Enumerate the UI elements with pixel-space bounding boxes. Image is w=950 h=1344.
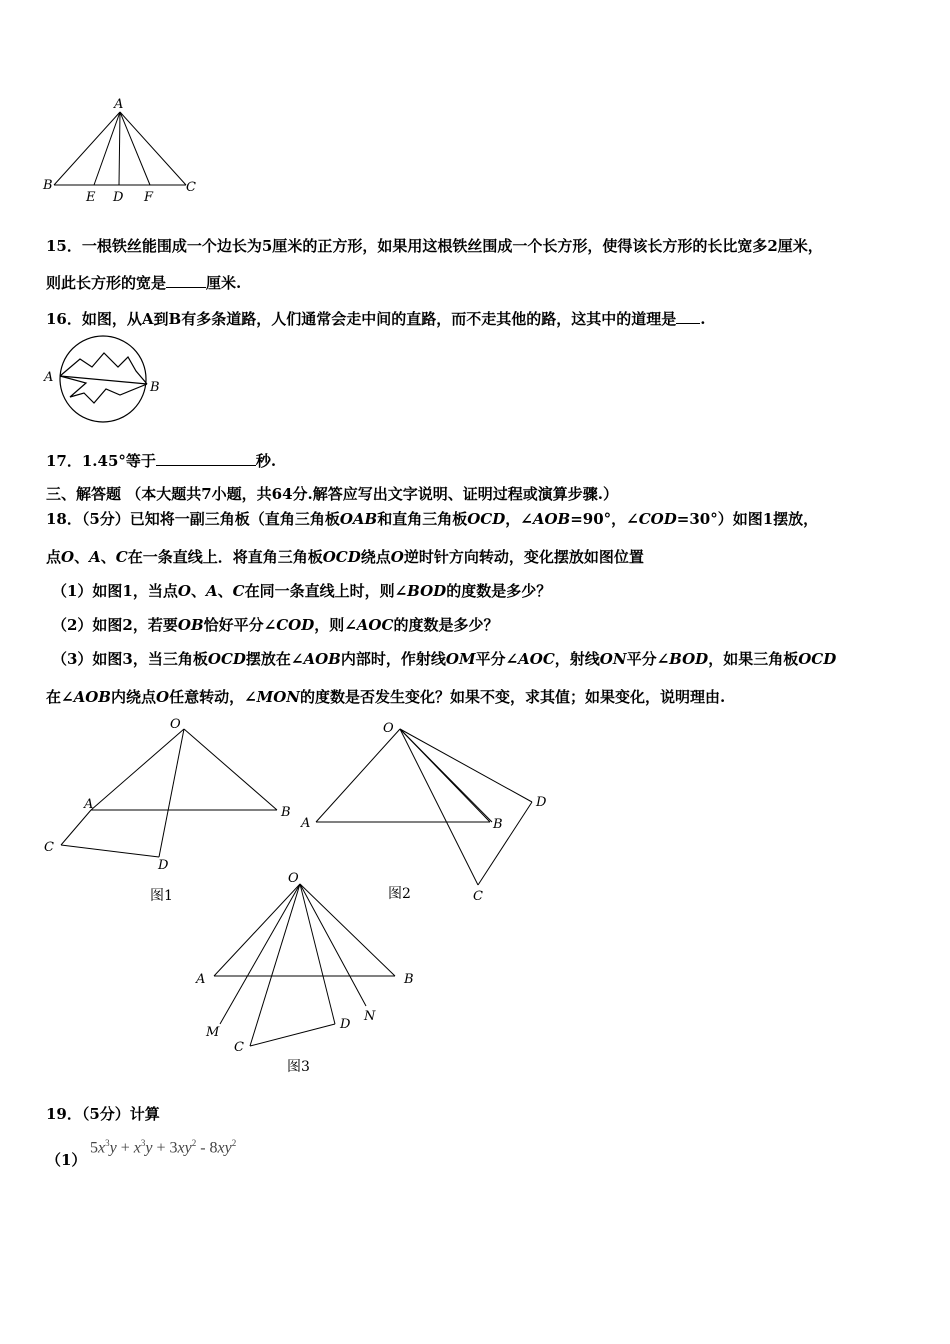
q18-p3-ocd: OCD	[207, 650, 246, 668]
q18-l1-a: 18．（5分）已知将一副三角板（直角三角板	[46, 510, 340, 528]
q18-p3-bod: BOD	[669, 650, 709, 668]
figure-q16	[40, 333, 180, 425]
q15-line1: 15．一根铁丝能围成一个边长为5厘米的正方形，如果用这根铁丝围成一个长方形，使得该长方形的长比宽多2厘米，	[46, 237, 823, 255]
f-t1-y: y	[109, 1139, 117, 1157]
q18-p3-aob: AOB	[303, 650, 341, 668]
fig2-label-O: O	[383, 721, 394, 736]
q18-p3-a: （3）如图3，当三角板	[52, 650, 208, 668]
q18-l1-d: =90°，∠	[570, 510, 639, 528]
q18-l1-ocd: OCD	[467, 510, 506, 528]
q18-l1-oab: OAB	[339, 510, 378, 528]
q18-p2-a: （2）如图2，若要	[52, 616, 178, 634]
f-t4-exp: 2	[231, 1138, 237, 1148]
q15-answer-blank[interactable]	[166, 273, 206, 288]
q18-p1-d: 在同一条直线上时，则∠	[244, 582, 408, 600]
q18-l2-b: 、	[74, 548, 90, 566]
q18-l2-av: A	[89, 548, 101, 566]
q19-formula	[90, 1138, 236, 1157]
fig14-label-D: D	[113, 190, 124, 205]
fig1-caption: 图1	[150, 888, 173, 904]
q18-p1-o: O	[177, 582, 191, 600]
f-t3-x: x	[177, 1139, 185, 1157]
fig2-label-A: A	[301, 816, 311, 831]
fig1-label-A: A	[84, 797, 94, 812]
q18-l2-e: 绕点	[360, 548, 391, 566]
fig3-label-O: O	[288, 871, 299, 886]
q18-p3-b: 摆放在∠	[245, 650, 304, 668]
fig3-label-D: D	[340, 1017, 351, 1032]
q18-line1	[46, 509, 818, 529]
fig14-label-E: E	[86, 190, 96, 205]
q18-p2-aoc: AOC	[356, 616, 394, 634]
q18-p4-c: 任意转动，∠	[169, 688, 257, 706]
fig3-caption: 图3	[287, 1059, 310, 1075]
q18-p3-f: 平分∠	[626, 650, 670, 668]
q17-text-b: 秒.	[255, 452, 277, 470]
q15-text-b: 厘米.	[206, 274, 242, 292]
q18-p3-ocd2: OCD	[798, 650, 837, 668]
q19-part1-label: （1）	[46, 1151, 87, 1169]
q18-p3-e: ，射线	[554, 650, 600, 668]
fig1-label-B: B	[281, 805, 291, 820]
q18-p1-av: A	[205, 582, 218, 600]
q18-l2-f: 逆时针方向转动，变化摆放如图位置	[403, 548, 644, 566]
q18-p3-g: ，如果三角板	[708, 650, 799, 668]
q18-p1-cv: C	[232, 582, 245, 600]
fig2-label-C: C	[473, 889, 483, 904]
q18-l1-c: ，∠	[505, 510, 533, 528]
fig2-caption: 图2	[388, 886, 411, 902]
fig3-label-C: C	[234, 1040, 244, 1055]
fig14-label-F: F	[144, 190, 154, 205]
q18-p4-o: O	[155, 688, 170, 706]
f-t4-coef: 8	[209, 1139, 218, 1157]
f-t2-exp: 3	[140, 1138, 146, 1148]
q18-l1-aob: AOB	[532, 510, 571, 528]
q18-p4-aob: AOB	[73, 688, 111, 706]
fig3-label-N: N	[364, 1009, 376, 1024]
q18-l2-o: O	[61, 548, 75, 566]
q18-p1-c: 、	[217, 582, 233, 600]
q18-p4-d: 的度数是否发生变化？如果不变，求其值；如果变化，说明理由.	[300, 688, 726, 706]
q18-p3-on: ON	[599, 650, 627, 668]
q17-line	[46, 451, 276, 471]
f-t1-x: x	[98, 1139, 106, 1157]
q18-p2-d: 的度数是多少？	[393, 616, 499, 634]
f-t4-y: y	[224, 1139, 232, 1157]
q17-answer-blank[interactable]	[156, 451, 256, 466]
q18-p3-om: OM	[445, 650, 476, 668]
fig14-label-C: C	[186, 180, 196, 195]
fig2-label-B: B	[493, 817, 503, 832]
f-t4-x: x	[217, 1139, 225, 1157]
q18-l2-cv: C	[115, 548, 128, 566]
fig16-label-A: A	[44, 370, 54, 385]
q18-l1-cod: COD	[638, 510, 677, 528]
q18-l2-c: 、	[100, 548, 116, 566]
q16-text-b: .	[700, 310, 706, 328]
q18-p1-e: 的度数是多少？	[446, 582, 552, 600]
q15-line2	[46, 273, 241, 293]
f-op1: +	[116, 1139, 134, 1157]
fig14-label-A: A	[114, 97, 124, 112]
q18-p1-a: （1）如图1，当点	[52, 582, 178, 600]
fig1-label-O: O	[170, 717, 181, 732]
fig3-label-B: B	[404, 972, 414, 987]
q16-answer-blank[interactable]	[676, 309, 700, 324]
fig1-label-D: D	[158, 858, 169, 873]
q18-p4-a: 在∠	[46, 688, 74, 706]
fig14-label-B: B	[43, 178, 53, 193]
q18-part1	[52, 581, 551, 601]
f-t3-y: y	[184, 1139, 192, 1157]
q18-l2-o2: O	[390, 548, 404, 566]
f-t2-x: x	[133, 1139, 141, 1157]
fig3-label-A: A	[196, 972, 206, 987]
q18-l2-d: 在一条直线上．将直角三角板	[127, 548, 323, 566]
q15-text-a: 则此长方形的宽是	[46, 274, 167, 292]
q18-l2-a: 点	[46, 548, 62, 566]
q18-p2-c: ，则∠	[314, 616, 357, 634]
f-t1-exp: 3	[105, 1138, 110, 1148]
q18-p3-d: 平分∠	[475, 650, 519, 668]
q18-p4-mon: MON	[256, 688, 301, 706]
q18-p3-aoc: AOC	[518, 650, 555, 668]
q19-title: 19．（5分）计算	[46, 1105, 160, 1123]
figure-18-3	[190, 866, 440, 1081]
q18-p2-b: 恰好平分∠	[203, 616, 277, 634]
q18-l2-ocd: OCD	[322, 548, 361, 566]
q17-text-a: 17．1.45°等于	[46, 452, 156, 470]
f-op3: -	[196, 1139, 210, 1157]
q18-p4-b: 内绕点	[110, 688, 156, 706]
q18-l1-b: 和直角三角板	[377, 510, 468, 528]
section3-title: 三、解答题 （本大题共7小题，共64分.解答应写出文字说明、证明过程或演算步骤.）	[46, 485, 618, 503]
f-t3-coef: 3	[169, 1139, 178, 1157]
q18-p2-cod: COD	[276, 616, 315, 634]
f-t1-coef: 5	[90, 1139, 98, 1157]
q18-p1-b: 、	[190, 582, 206, 600]
q16-text-a: 16．如图，从A到B有多条道路，人们通常会走中间的直路，而不走其他的路，这其中的道理是	[46, 310, 677, 328]
fig3-label-M: M	[206, 1025, 220, 1040]
q18-l1-e: =30°）如图1摆放，	[676, 510, 819, 528]
q18-part2	[52, 615, 498, 635]
q18-part3	[52, 649, 836, 669]
q18-p1-bod: BOD	[407, 582, 447, 600]
f-op2: +	[152, 1139, 170, 1157]
fig2-label-D: D	[536, 795, 547, 810]
fig16-label-B: B	[150, 380, 160, 395]
q18-part3-cont	[46, 687, 725, 707]
q18-p3-c: 内部时，作射线	[340, 650, 446, 668]
f-t3-exp: 2	[191, 1138, 197, 1148]
figure-q14	[40, 95, 210, 210]
fig1-label-C: C	[44, 840, 54, 855]
q18-p2-ob: OB	[177, 616, 204, 634]
q16-line	[46, 309, 705, 329]
f-t2-y: y	[145, 1139, 153, 1157]
q18-line2	[46, 547, 644, 567]
